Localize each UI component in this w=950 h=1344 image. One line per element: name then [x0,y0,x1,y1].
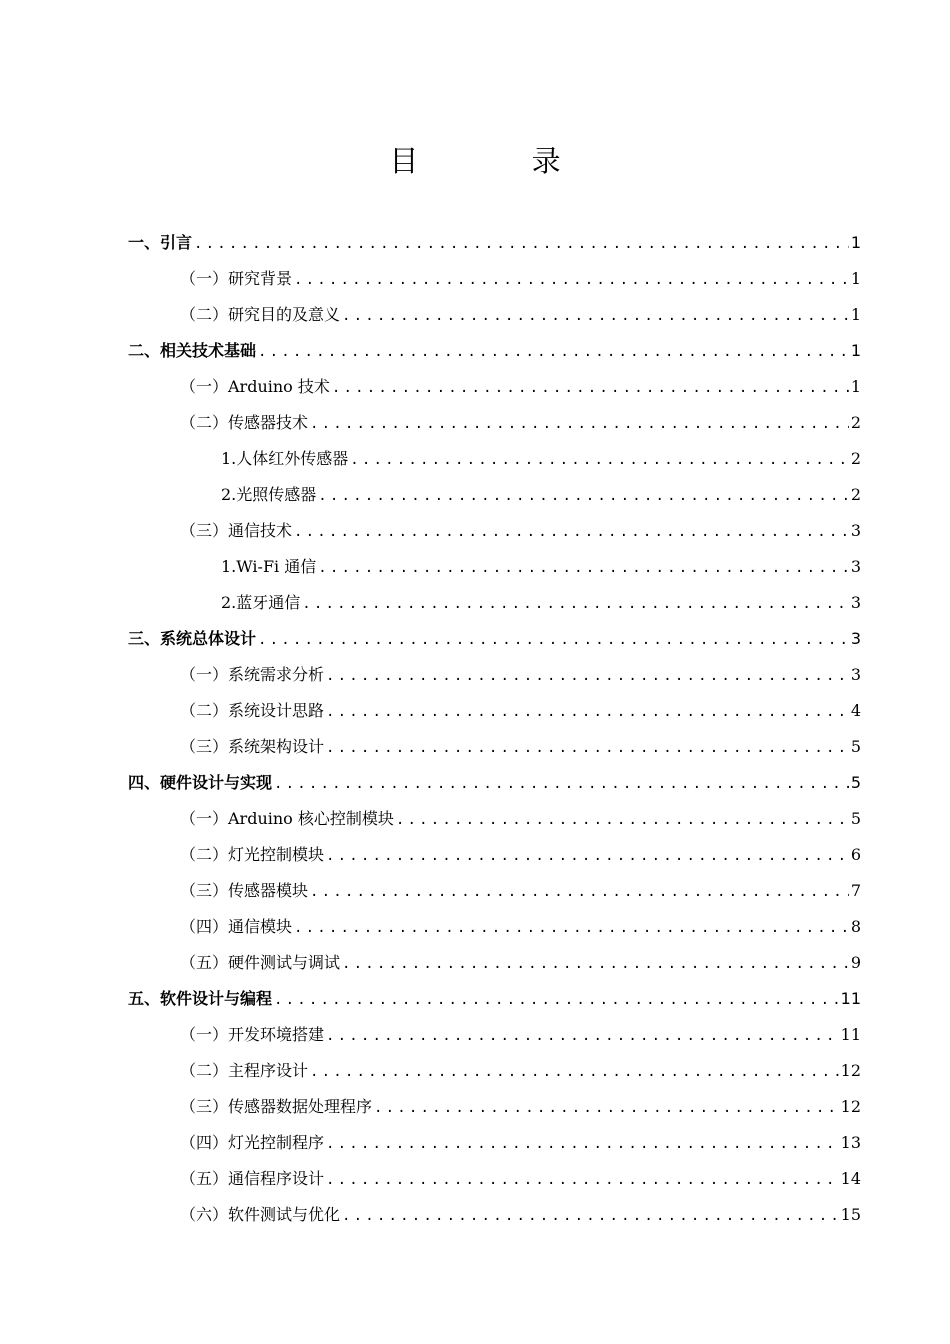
toc-entry-label: （一）开发环境搭建 [180,1025,325,1044]
toc-dot-leader [318,478,849,514]
toc-entry-page-number: 5 [850,809,861,828]
toc-entry-label: 2.蓝牙通信 [221,593,301,612]
toc-entry[interactable] [128,693,861,729]
toc-dot-leader [294,910,849,946]
toc-entry-page-number: 1 [850,341,861,360]
toc-entry[interactable] [128,441,861,477]
toc-entry-page-number: 3 [850,557,861,576]
toc-dot-leader [326,658,849,694]
toc-dot-leader [326,730,849,766]
toc-entry[interactable] [128,513,861,549]
toc-entry-label: （五）硬件测试与调试 [180,953,341,972]
toc-entry-page-number: 9 [850,953,861,972]
toc-entry-page-number: 13 [840,1133,861,1152]
toc-entry[interactable] [128,405,861,441]
toc-entry-label: （一）研究背景 [180,269,293,288]
toc-entry[interactable] [128,801,861,837]
toc-dot-leader [326,1018,839,1054]
toc-dot-leader [374,1090,839,1126]
toc-dot-leader [326,1126,839,1162]
toc-entry-page-number: 11 [840,1025,861,1044]
toc-entry-page-number: 1 [850,269,861,288]
toc-entry-page-number: 1 [850,305,861,324]
toc-entry[interactable] [128,477,861,513]
toc-entry-label: （二）传感器技术 [180,413,309,432]
toc-entry-label: （一）系统需求分析 [180,665,325,684]
toc-entry[interactable] [128,1197,861,1233]
toc-entry[interactable] [128,1017,861,1053]
toc-dot-leader [342,946,849,982]
toc-entry[interactable] [128,1161,861,1197]
toc-entry-label: （二）主程序设计 [180,1061,309,1080]
toc-entry-page-number: 5 [850,773,861,792]
toc-entry[interactable] [128,297,861,333]
toc-entry-page-number: 2 [850,449,861,468]
toc-entry[interactable] [128,225,861,261]
toc-dot-leader [310,1054,839,1090]
toc-entry-page-number: 15 [840,1205,861,1224]
toc-entry-page-number: 2 [850,485,861,504]
toc-dot-leader [310,406,849,442]
toc-entry-label: 四、硬件设计与实现 [128,773,273,792]
toc-entry-label: 一、引言 [128,233,193,252]
toc-entry[interactable] [128,369,861,405]
toc-entry-page-number: 3 [850,665,861,684]
toc-entry-page-number: 3 [850,593,861,612]
toc-entry[interactable] [128,585,861,621]
toc-entry[interactable] [128,945,861,981]
toc-entry-label: （三）系统架构设计 [180,737,325,756]
toc-entry-page-number: 2 [850,413,861,432]
toc-entry-label: （二）灯光控制模块 [180,845,325,864]
toc-entry[interactable] [128,1125,861,1161]
toc-entry-page-number: 6 [850,845,861,864]
toc-entry-page-number: 1 [850,377,861,396]
toc-entry[interactable] [128,765,861,801]
toc-entry[interactable] [128,333,861,369]
toc-dot-leader [326,1162,839,1198]
toc-entry-label: 1.人体红外传感器 [221,449,349,468]
toc-dot-leader [332,370,849,406]
toc-entry-page-number: 3 [850,521,861,540]
toc-dot-leader [350,442,849,478]
toc-entry[interactable] [128,729,861,765]
toc-dot-leader [194,226,849,262]
toc-dot-leader [274,766,849,802]
toc-entry-label: 二、相关技术基础 [128,341,257,360]
toc-entry-label: 2.光照传感器 [221,485,317,504]
toc-dot-leader [294,262,849,298]
toc-dot-leader [342,298,849,334]
toc-dot-leader [274,982,839,1018]
toc-entry-label: （二）研究目的及意义 [180,305,341,324]
toc-entry-page-number: 7 [850,881,861,900]
toc-dot-leader [294,514,849,550]
toc-entry-label: （一）Arduino 核心控制模块 [180,809,394,828]
toc-entry[interactable] [128,657,861,693]
toc-dot-leader [310,874,849,910]
toc-dot-leader [318,550,849,586]
toc-entry[interactable] [128,261,861,297]
toc-dot-leader [396,802,849,838]
table-of-contents [128,225,861,1233]
toc-entry-label: 1.Wi-Fi 通信 [221,557,317,576]
toc-dot-leader [326,838,849,874]
toc-entry[interactable] [128,909,861,945]
toc-dot-leader [342,1198,839,1234]
toc-entry[interactable] [128,549,861,585]
toc-entry-page-number: 11 [840,989,861,1008]
toc-entry-page-number: 12 [840,1061,861,1080]
toc-entry-label: （四）通信模块 [180,917,293,936]
toc-entry-label: （三）传感器模块 [180,881,309,900]
toc-entry[interactable] [128,621,861,657]
toc-entry-label: （二）系统设计思路 [180,701,325,720]
toc-dot-leader [326,694,849,730]
toc-entry[interactable] [128,837,861,873]
toc-entry-label: （四）灯光控制程序 [180,1133,325,1152]
toc-entry-label: （一）Arduino 技术 [180,377,330,396]
toc-entry-label: 三、系统总体设计 [128,629,257,648]
toc-entry[interactable] [128,873,861,909]
page-title: 目 录 [389,144,613,179]
toc-dot-leader [258,622,849,658]
toc-entry-page-number: 14 [840,1169,861,1188]
toc-entry-page-number: 12 [840,1097,861,1116]
toc-dot-leader [258,334,849,370]
toc-entry[interactable] [128,981,861,1017]
toc-dot-leader [302,586,849,622]
toc-entry-page-number: 5 [850,737,861,756]
toc-entry-page-number: 3 [850,629,861,648]
toc-entry-label: （六）软件测试与优化 [180,1205,341,1224]
toc-entry-page-number: 1 [850,233,861,252]
toc-entry-label: （五）通信程序设计 [180,1169,325,1188]
toc-entry[interactable] [128,1053,861,1089]
toc-entry-page-number: 4 [850,701,861,720]
toc-entry-label: （三）传感器数据处理程序 [180,1097,373,1116]
toc-entry-page-number: 8 [850,917,861,936]
toc-entry[interactable] [128,1089,861,1125]
toc-entry-label: 五、软件设计与编程 [128,989,273,1008]
toc-entry-label: （三）通信技术 [180,521,293,540]
